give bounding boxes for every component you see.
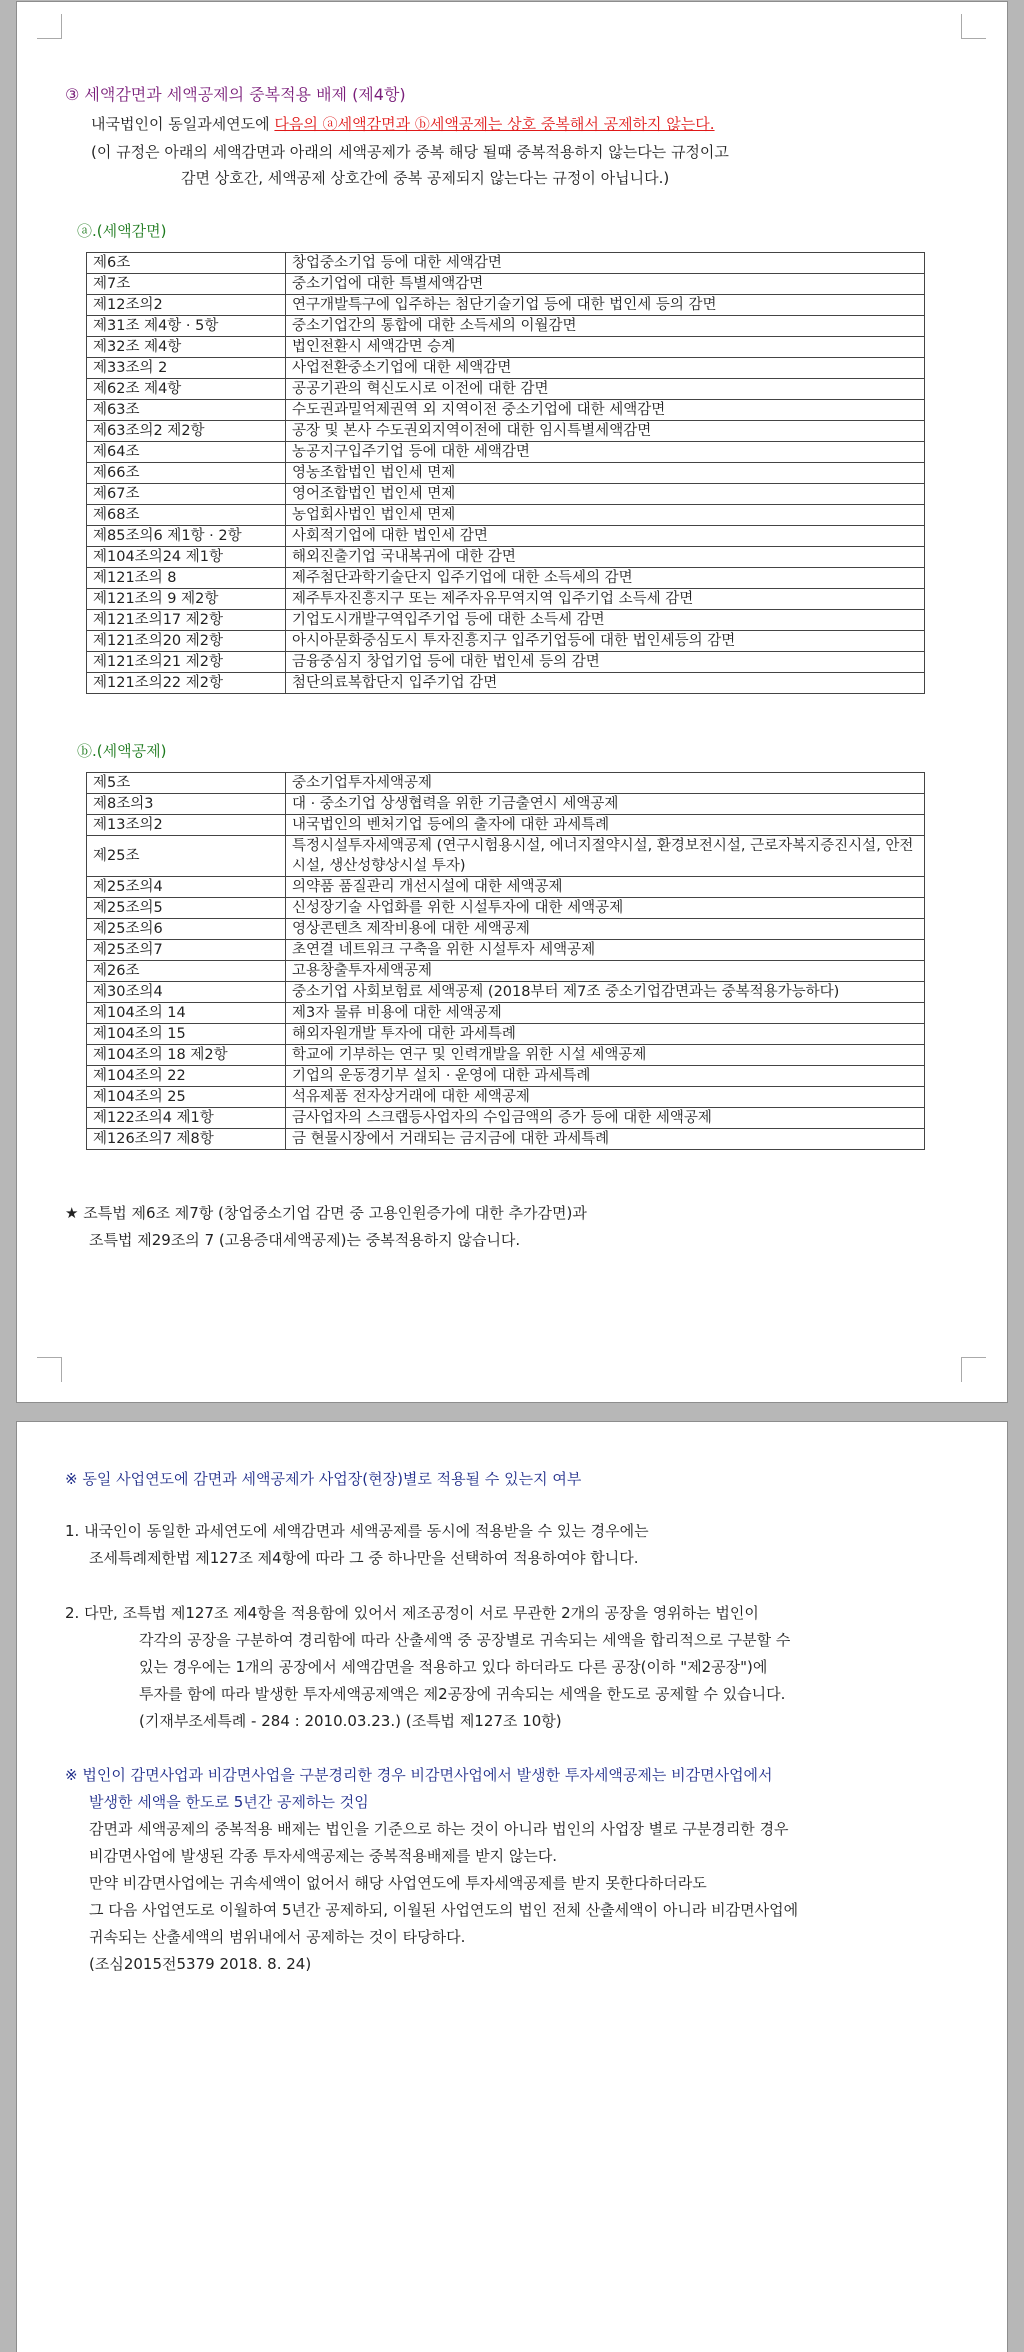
description-cell: 공장 및 본사 수도권외지역이전에 대한 임시특별세액감면 <box>286 421 925 442</box>
article-cell: 제122조의4 제1항 <box>87 1108 286 1129</box>
article-cell: 제63조의2 제2항 <box>87 421 286 442</box>
tax-reduction-table <box>86 252 925 694</box>
table-row <box>87 836 925 877</box>
description-cell: 중소기업 사회보험료 세액공제 (2018부터 제7조 중소기업감면과는 중복적용가능하다) <box>286 982 925 1003</box>
description-cell: 첨단의료복합단지 입주기업 감면 <box>286 673 925 694</box>
star-note-line: 조특법 제29조의 7 (고용증대세액공제)는 중복적용하지 않습니다. <box>89 1231 521 1249</box>
table-row <box>87 815 925 836</box>
article-cell: 제64조 <box>87 442 286 463</box>
item-1-line: 조세특례제한법 제127조 제4항에 따라 그 중 하나만을 선택하여 적용하여야 합니다. <box>89 1549 639 1567</box>
article-cell: 제25조의6 <box>87 919 286 940</box>
table-row <box>87 463 925 484</box>
intro-paragraph-line: 감면 상호간, 세액공제 상호간에 중복 공제되지 않는다는 규정이 아닙니다.) <box>181 169 670 187</box>
article-cell: 제104조의 25 <box>87 1087 286 1108</box>
article-cell: 제25조 <box>87 836 286 877</box>
article-cell: 제13조의2 <box>87 815 286 836</box>
table-row <box>87 940 925 961</box>
description-cell: 기업의 운동경기부 설치 · 운영에 대한 과세특례 <box>286 1066 925 1087</box>
description-cell: 고용창출투자세액공제 <box>286 961 925 982</box>
article-cell: 제104조의 15 <box>87 1024 286 1045</box>
body-line: 만약 비감면사업에는 귀속세액이 없어서 해당 사업연도에 투자세액공제를 받지 못한다하더라도 <box>89 1874 707 1892</box>
description-cell: 영농조합법인 법인세 면제 <box>286 463 925 484</box>
description-cell: 해외자원개발 투자에 대한 과세특례 <box>286 1024 925 1045</box>
table-row <box>87 589 925 610</box>
description-cell: 제주첨단과학기술단지 입주기업에 대한 소득세의 감면 <box>286 568 925 589</box>
item-2-line: 2. 다만, 조특법 제127조 제4항을 적용함에 있어서 제조공정이 서로 무관한 2개의 공장을 영위하는 법인이 <box>65 1604 759 1622</box>
document-page-1 <box>16 1 1008 1403</box>
description-cell: 공공기관의 혁신도시로 이전에 대한 감면 <box>286 379 925 400</box>
description-cell: 중소기업간의 통합에 대한 소득세의 이월감면 <box>286 316 925 337</box>
article-cell: 제121조의22 제2항 <box>87 673 286 694</box>
item-1-line: 1. 내국인이 동일한 과세연도에 세액감면과 세액공제를 동시에 적용받을 수 있는 경우에는 <box>65 1522 649 1540</box>
description-cell: 중소기업에 대한 특별세액감면 <box>286 274 925 295</box>
table-row <box>87 400 925 421</box>
description-cell: 아시아문화중심도시 투자진흥지구 입주기업등에 대한 법인세등의 감면 <box>286 631 925 652</box>
description-cell: 제주투자진흥지구 또는 제주자유무역지역 입주기업 소득세 감면 <box>286 589 925 610</box>
article-cell: 제104조의 18 제2항 <box>87 1045 286 1066</box>
description-cell: 금사업자의 스크랩등사업자의 수입금액의 증가 등에 대한 세액공제 <box>286 1108 925 1129</box>
article-cell: 제67조 <box>87 484 286 505</box>
article-cell: 제25조의5 <box>87 898 286 919</box>
article-cell: 제7조 <box>87 274 286 295</box>
article-cell: 제32조 제4항 <box>87 337 286 358</box>
article-cell: 제25조의7 <box>87 940 286 961</box>
article-cell: 제121조의21 제2항 <box>87 652 286 673</box>
table-row <box>87 1045 925 1066</box>
description-cell: 창업중소기업 등에 대한 세액감면 <box>286 253 925 274</box>
table-row <box>87 877 925 898</box>
item-2-line: 각각의 공장을 구분하여 경리함에 따라 산출세액 중 공장별로 귀속되는 세액을 합리적으로 구분할 수 <box>139 1631 791 1649</box>
note-heading: ※ 동일 사업연도에 감면과 세액공제가 사업장(현장)별로 적용될 수 있는지 여부 <box>65 1470 582 1488</box>
article-cell: 제121조의 8 <box>87 568 286 589</box>
table-row <box>87 794 925 815</box>
description-cell: 대 · 중소기업 상생협력을 위한 기금출연시 세액공제 <box>286 794 925 815</box>
intro-emphasis: 다음의 ⓐ세액감면과 ⓑ세액공제는 상호 중복해서 공제하지 않는다. <box>274 115 715 133</box>
description-cell: 기업도시개발구역입주기업 등에 대한 소득세 감면 <box>286 610 925 631</box>
table-row <box>87 379 925 400</box>
table-row <box>87 652 925 673</box>
star-note-line: ★ 조특법 제6조 제7항 (창업중소기업 감면 중 고용인원증가에 대한 추가감면)과 <box>65 1204 587 1222</box>
section-a-title: ⓐ.(세액감면) <box>77 222 167 240</box>
description-cell: 법인전환시 세액감면 승계 <box>286 337 925 358</box>
article-cell: 제12조의2 <box>87 295 286 316</box>
table-row <box>87 898 925 919</box>
tax-credit-table <box>86 772 925 1150</box>
description-cell: 내국법인의 벤처기업 등에의 출자에 대한 과세특례 <box>286 815 925 836</box>
description-cell: 중소기업투자세액공제 <box>286 773 925 794</box>
description-cell: 의약품 품질관리 개선시설에 대한 세액공제 <box>286 877 925 898</box>
description-cell: 금 현물시장에서 거래되는 금지금에 대한 과세특례 <box>286 1129 925 1150</box>
note-heading: 발생한 세액을 한도로 5년간 공제하는 것임 <box>89 1793 369 1811</box>
section-b-title: ⓑ.(세액공제) <box>77 742 167 760</box>
table-row <box>87 484 925 505</box>
table-row <box>87 295 925 316</box>
table-row <box>87 982 925 1003</box>
description-cell: 초연결 네트워크 구축을 위한 시설투자 세액공제 <box>286 940 925 961</box>
article-cell: 제6조 <box>87 253 286 274</box>
page-corner-mark <box>961 1357 986 1382</box>
article-cell: 제63조 <box>87 400 286 421</box>
description-cell: 사업전환중소기업에 대한 세액감면 <box>286 358 925 379</box>
article-cell: 제121조의17 제2항 <box>87 610 286 631</box>
item-2-line: 투자를 함에 따라 발생한 투자세액공제액은 제2공장에 귀속되는 세액을 한도로 공제할 수 있습니다. <box>139 1685 786 1703</box>
body-line: (조심2015전5379 2018. 8. 24) <box>89 1955 312 1973</box>
item-2-line: 있는 경우에는 1개의 공장에서 세액감면을 적용하고 있다 하더라도 다른 공장(이하 "제2공장")에 <box>139 1658 768 1676</box>
article-cell: 제121조의20 제2항 <box>87 631 286 652</box>
description-cell: 학교에 기부하는 연구 및 인력개발을 위한 시설 세액공제 <box>286 1045 925 1066</box>
table-row <box>87 442 925 463</box>
table-row <box>87 919 925 940</box>
article-cell: 제85조의6 제1항 · 2항 <box>87 526 286 547</box>
description-cell: 제3자 물류 비용에 대한 세액공제 <box>286 1003 925 1024</box>
item-2-line: (기재부조세특례 - 284 : 2010.03.23.) (조특법 제127조 10항) <box>139 1712 562 1730</box>
description-cell: 수도권과밀억제권역 외 지역이전 중소기업에 대한 세액감면 <box>286 400 925 421</box>
table-row <box>87 421 925 442</box>
table-row <box>87 316 925 337</box>
table-row <box>87 568 925 589</box>
document-page-2 <box>16 1421 1008 2352</box>
table-row <box>87 505 925 526</box>
article-cell: 제33조의 2 <box>87 358 286 379</box>
table-row <box>87 253 925 274</box>
table-row <box>87 526 925 547</box>
table-row <box>87 961 925 982</box>
description-cell: 해외진출기업 국내복귀에 대한 감면 <box>286 547 925 568</box>
article-cell: 제68조 <box>87 505 286 526</box>
table-row <box>87 1108 925 1129</box>
page-corner-mark <box>37 14 62 39</box>
table-row <box>87 1003 925 1024</box>
article-cell: 제66조 <box>87 463 286 484</box>
table-row <box>87 631 925 652</box>
table-row <box>87 1087 925 1108</box>
description-cell: 농공지구입주기업 등에 대한 세액감면 <box>286 442 925 463</box>
body-line: 감면과 세액공제의 중복적용 배제는 법인을 기준으로 하는 것이 아니라 법인의 사업장 별로 구분경리한 경우 <box>89 1820 789 1838</box>
description-cell: 연구개발특구에 입주하는 첨단기술기업 등에 대한 법인세 등의 감면 <box>286 295 925 316</box>
section-heading: ③ 세액감면과 세액공제의 중복적용 배제 (제4항) <box>65 85 406 104</box>
description-cell: 사회적기업에 대한 법인세 감면 <box>286 526 925 547</box>
table-row <box>87 274 925 295</box>
description-cell: 특정시설투자세액공제 (연구시험용시설, 에너지절약시설, 환경보전시설, 근로자복지증진시설, 안전시설, 생산성향상시설 투자) <box>286 836 925 877</box>
article-cell: 제8조의3 <box>87 794 286 815</box>
table-row <box>87 610 925 631</box>
article-cell: 제26조 <box>87 961 286 982</box>
page-corner-mark <box>961 14 986 39</box>
table-row <box>87 337 925 358</box>
table-row <box>87 547 925 568</box>
description-cell: 영상콘텐츠 제작비용에 대한 세액공제 <box>286 919 925 940</box>
description-cell: 영어조합법인 법인세 면제 <box>286 484 925 505</box>
body-line: 그 다음 사업연도로 이월하여 5년간 공제하되, 이월된 사업연도의 법인 전체 산출세액이 아니라 비감면사업에 <box>89 1901 799 1919</box>
description-cell: 신성장기술 사업화를 위한 시설투자에 대한 세액공제 <box>286 898 925 919</box>
note-heading: ※ 법인이 감면사업과 비감면사업을 구분경리한 경우 비감면사업에서 발생한 투자세액공제는 비감면사업에서 <box>65 1766 773 1784</box>
intro-text: 내국법인이 동일과세연도에 <box>91 115 275 133</box>
intro-paragraph-line <box>91 113 715 134</box>
page-corner-mark <box>37 1357 62 1382</box>
article-cell: 제104조의 14 <box>87 1003 286 1024</box>
article-cell: 제25조의4 <box>87 877 286 898</box>
table-row <box>87 358 925 379</box>
body-line: 귀속되는 산출세액의 범위내에서 공제하는 것이 타당하다. <box>89 1928 466 1946</box>
description-cell: 석유제품 전자상거래에 대한 세액공제 <box>286 1087 925 1108</box>
intro-paragraph-line: (이 규정은 아래의 세액감면과 아래의 세액공제가 중복 해당 될때 중복적용하지 않는다는 규정이고 <box>91 143 729 161</box>
table-row <box>87 1024 925 1045</box>
table-row <box>87 673 925 694</box>
description-cell: 농업회사법인 법인세 면제 <box>286 505 925 526</box>
article-cell: 제121조의 9 제2항 <box>87 589 286 610</box>
article-cell: 제62조 제4항 <box>87 379 286 400</box>
article-cell: 제104조의24 제1항 <box>87 547 286 568</box>
article-cell: 제5조 <box>87 773 286 794</box>
table-row <box>87 1129 925 1150</box>
table-row <box>87 773 925 794</box>
description-cell: 금융중심지 창업기업 등에 대한 법인세 등의 감면 <box>286 652 925 673</box>
article-cell: 제126조의7 제8항 <box>87 1129 286 1150</box>
table-row <box>87 1066 925 1087</box>
body-line: 비감면사업에 발생된 각종 투자세액공제는 중복적용배제를 받지 않는다. <box>89 1847 558 1865</box>
article-cell: 제104조의 22 <box>87 1066 286 1087</box>
article-cell: 제31조 제4항 · 5항 <box>87 316 286 337</box>
article-cell: 제30조의4 <box>87 982 286 1003</box>
